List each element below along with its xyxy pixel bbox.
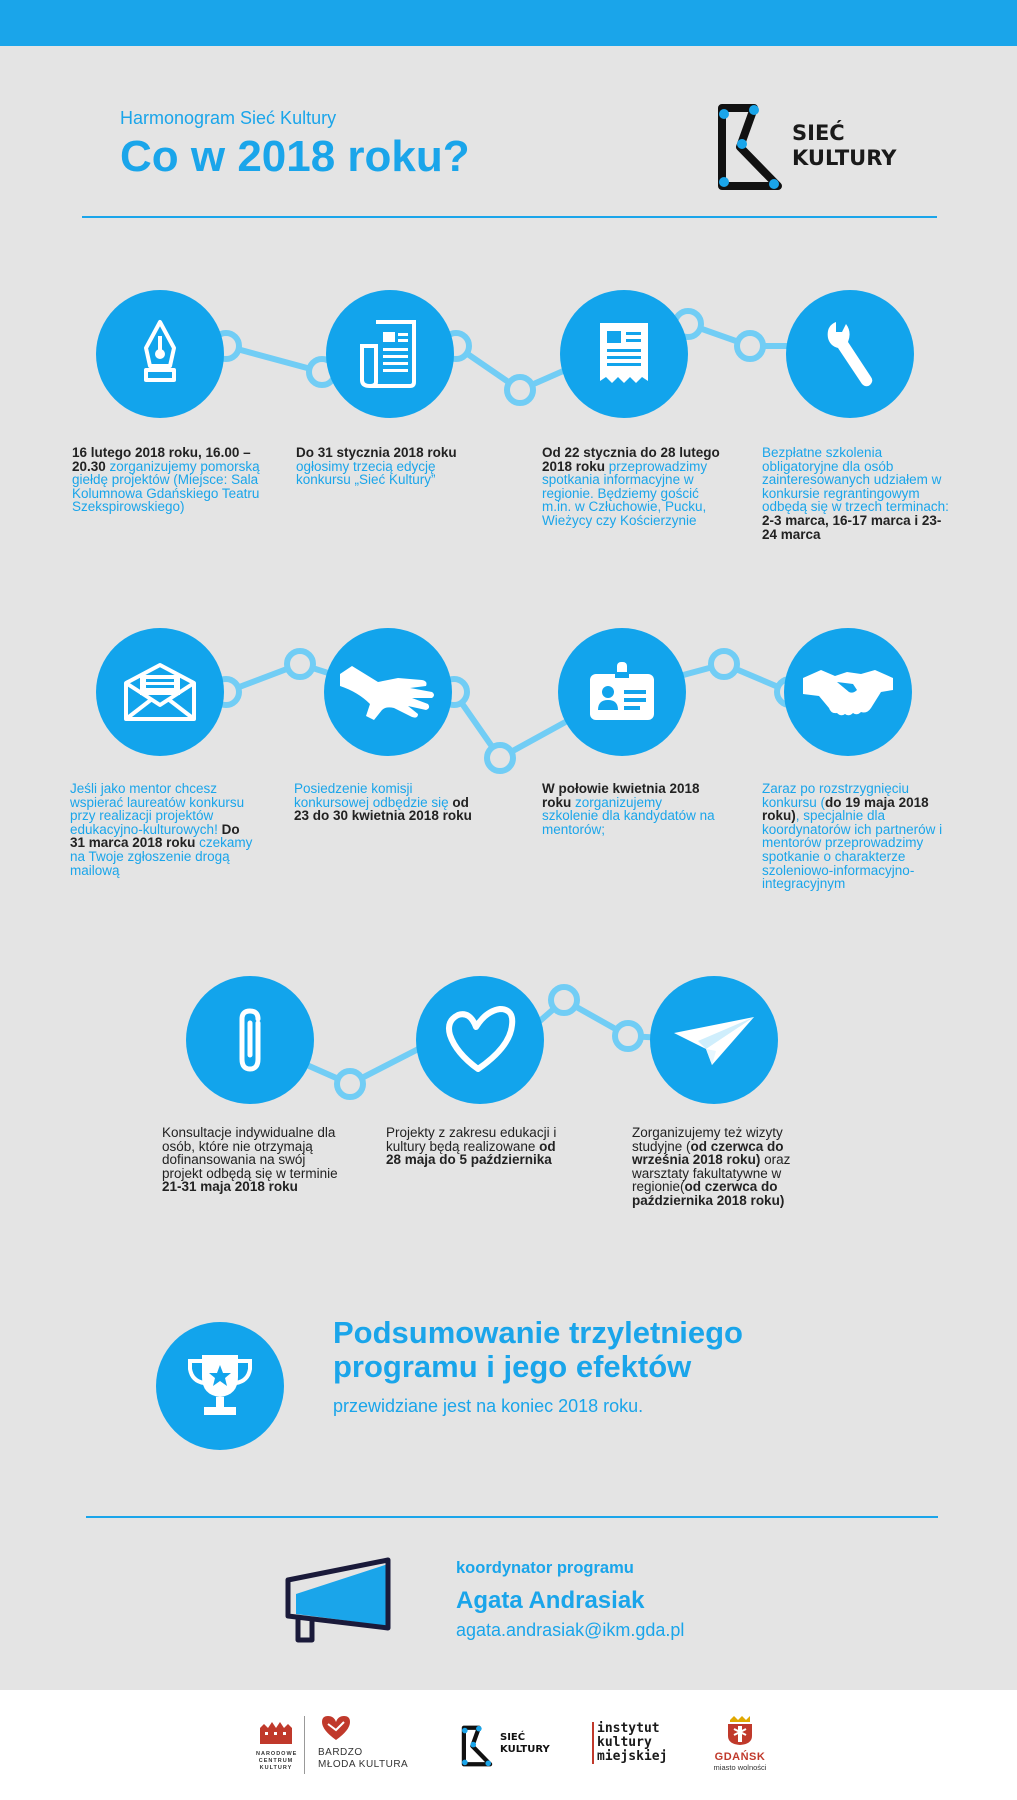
bmk-logo bbox=[318, 1714, 408, 1771]
coordinator-email[interactable]: agata.andrasiak@ikm.gda.pl bbox=[456, 1620, 685, 1640]
wrench-icon bbox=[822, 318, 878, 390]
gdansk-text: GDAŃSK bbox=[714, 1751, 766, 1763]
megaphone-icon bbox=[284, 1556, 400, 1646]
reaching-hand-icon bbox=[338, 664, 438, 720]
step-text-8: Zaraz po rozstrzygnięciu konkursu (do 19 maja 2018 roku), specjalnie dla koordynatorów ich partnerów i mentorów przeprowadzimy spotkanie o charakterze szoleniowo-informacyjno-integracyjnym bbox=[762, 781, 943, 892]
summary-divider bbox=[86, 1516, 938, 1518]
step-circle-4 bbox=[786, 290, 914, 418]
page-subtitle: Harmonogram Sieć Kultury bbox=[120, 108, 337, 128]
bmk-text: BARDZO MŁODA KULTURA bbox=[318, 1747, 409, 1770]
step-circle-5 bbox=[96, 628, 224, 756]
step-circle-6 bbox=[324, 628, 452, 756]
trophy-icon bbox=[184, 1351, 256, 1421]
gdansk-crest-icon bbox=[720, 1716, 760, 1746]
step-circle-1 bbox=[96, 290, 224, 418]
paper-plane-icon bbox=[672, 1013, 756, 1067]
ncku-emblem-icon bbox=[256, 1718, 296, 1746]
heart-icon bbox=[442, 1005, 518, 1075]
ncku-text: NARODOWE CENTRUM KULTURY bbox=[256, 1751, 298, 1771]
coordinator-name: Agata Andrasiak bbox=[456, 1587, 645, 1614]
coordinator-label: koordynator programu bbox=[456, 1559, 634, 1577]
step-text-3: Od 22 stycznia do 28 lutego 2018 roku przeprowadzimy spotkania informacyjne w regionie. Będziemy gościć m.in. w Człuchowie, Pucku, Wieżycy czy Kościerzynie bbox=[542, 445, 720, 528]
step-circle-10 bbox=[416, 976, 544, 1104]
step-text-5: Jeśli jako mentor chcesz wspierać laureatów konkursu przy realizacji projektów edukacyjno-kulturowych! Do 31 marca 2018 roku czekamy na Twoje zgłoszenie drogą mailową bbox=[70, 781, 253, 878]
paperclip-icon bbox=[230, 1005, 270, 1075]
step-circle-2 bbox=[326, 290, 454, 418]
ncku-logo bbox=[256, 1718, 296, 1772]
step-text-9: Konsultacje indywidualne dla osób, które nie otrzymają dofinansowania na swój projekt odbędą się w terminie 21-31 maja 2018 roku bbox=[162, 1125, 338, 1195]
step-circle-8 bbox=[784, 628, 912, 756]
step-text-4: Bezpłatne szkolenia obligatoryjne dla osób zainteresowanych udziałem w konkursie regrantingowym odbędą się w trzech terminach: 2-3 marca, 16-17 marca i 23-24 marca bbox=[762, 445, 949, 542]
trophy-circle bbox=[156, 1322, 284, 1450]
gdansk-logo bbox=[710, 1716, 770, 1772]
step-text-11: Zorganizujemy też wizyty studyjne (od czerwca do września 2018 roku) oraz warsztaty fakultatywne w regionie(od czerwca do października 2018 roku) bbox=[632, 1125, 791, 1208]
summary-title: Podsumowanie trzyletniego programu i jego efektów bbox=[333, 1315, 743, 1384]
pen-nib-icon bbox=[130, 318, 190, 390]
heart-hands-icon bbox=[318, 1714, 354, 1742]
handshake-icon bbox=[801, 666, 895, 718]
page-title: Co w 2018 roku? bbox=[120, 132, 470, 181]
summary-subtitle: przewidziane jest na koniec 2018 roku. bbox=[333, 1396, 644, 1416]
step-text-1: 16 lutego 2018 roku, 16.00 – 20.30 zorganizujemy pomorską giełdę projektów (Miejsce: Sala Kolumnowa Gdańskiego Teatru Szekspirowskiego) bbox=[72, 445, 260, 515]
document-icon bbox=[596, 319, 652, 389]
step-text-10: Projekty z zakresu edukacji i kultury będą realizowane od 28 maja do 5 października bbox=[386, 1125, 557, 1168]
gdansk-subtext: miasto wolności bbox=[713, 1763, 767, 1772]
siec-kultury-footer-logo bbox=[460, 1724, 550, 1773]
step-text-2: Do 31 stycznia 2018 roku ogłosimy trzecią edycję konkursu „Sieć Kultury” bbox=[296, 445, 457, 488]
step-text-7: W połowie kwietnia 2018 roku zorganizujemy szkolenie dla kandydatów na mentorów; bbox=[542, 781, 715, 837]
step-text-6: Posiedzenie komisji konkursowej odbędzie się od 23 do 30 kwietnia 2018 roku bbox=[294, 781, 472, 824]
siec-kultury-small-icon bbox=[460, 1724, 494, 1768]
step-circle-7 bbox=[558, 628, 686, 756]
newspaper-icon bbox=[358, 318, 422, 390]
id-badge-icon bbox=[586, 660, 658, 724]
siec-kultury-footer-text: SIEĆ KULTURY bbox=[500, 1732, 550, 1755]
ikm-logo: instytut kultury miejskiej bbox=[592, 1722, 667, 1764]
step-circle-3 bbox=[560, 290, 688, 418]
step-circle-9 bbox=[186, 976, 314, 1104]
step-circle-11 bbox=[650, 976, 778, 1104]
envelope-icon bbox=[122, 661, 198, 723]
siec-kultury-logo-text: SIEĆ KULTURY bbox=[792, 121, 897, 170]
footer bbox=[0, 1690, 1017, 1800]
footer-separator bbox=[304, 1716, 305, 1774]
